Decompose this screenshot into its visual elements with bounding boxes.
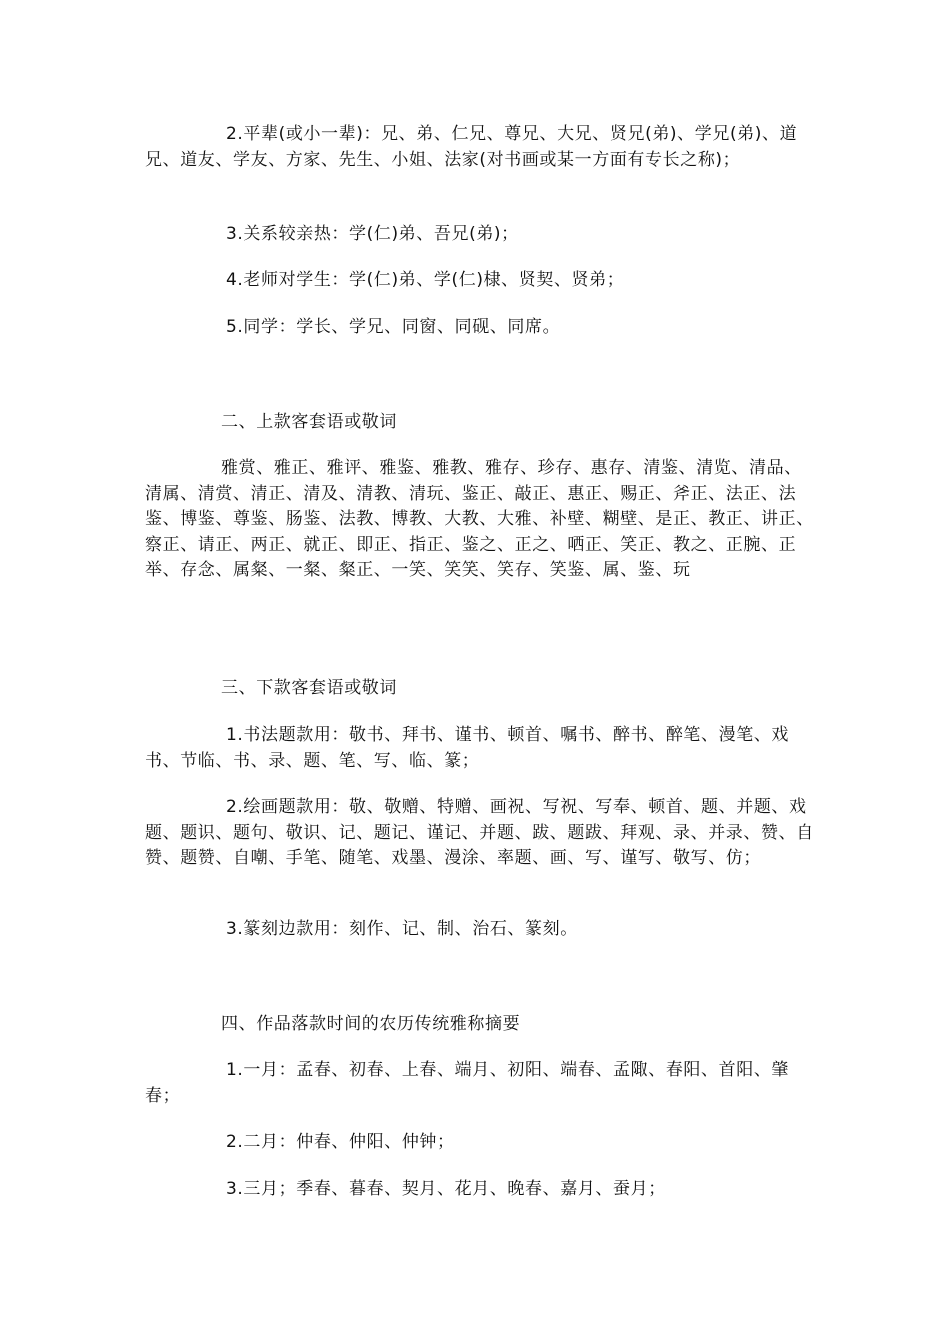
section-four-heading: 四、作品落款时间的农历传统雅称摘要 [221, 1014, 521, 1034]
seal-carving-paragraph: 3.篆刻边款用：刻作、记、制、治石、篆刻。 [226, 919, 578, 939]
section-two-heading: 二、上款客套语或敬词 [221, 412, 397, 432]
section-three-heading: 三、下款客套语或敬词 [221, 678, 397, 698]
section-two-body: 雅赏、雅正、雅评、雅鉴、雅教、雅存、珍存、惠存、清鉴、清览、清品、清属、清赏、清正、清及、清教、清玩、鉴正、敲正、惠正、赐正、斧正、法正、法鉴、博鉴、尊鉴、肠鉴、法教、博教、大教、大雅、补壁、糊壁、是正、教正、讲正、察正、请正、两正、就正、即正、指正、鉴之、正之、哂正、笑正、教之、正腕、正举、存念、属粲、一粲、粲正、一笑、笑笑、笑存、笑鉴、属、鉴、玩 [145, 458, 814, 580]
painting-inscription-paragraph: 2.绘画题款用：敬、敬赠、特赠、画祝、写祝、写奉、顿首、题、并题、戏题、题识、题句、敬识、记、题记、谨记、并题、跋、题跋、拜观、录、并录、赞、自赞、题赞、自嘲、手笔、随笔、戏墨、漫涂、率题、画、写、谨写、敬写、仿； [145, 797, 814, 868]
second-month-paragraph: 2.二月：仲春、仲阳、仲钟； [226, 1132, 455, 1152]
peer-address-paragraph: 2.平辈(或小一辈)：兄、弟、仁兄、尊兄、大兄、贤兄(弟)、学兄(弟)、道兄、道友、学友、方家、先生、小姐、法家(对书画或某一方面有专长之称)； [145, 124, 798, 170]
teacher-to-student-paragraph: 4.老师对学生：学(仁)弟、学(仁)棣、贤契、贤弟； [226, 270, 625, 290]
first-month-paragraph: 1.一月：孟春、初春、上春、端月、初阳、端春、孟陬、春阳、首阳、肇春； [145, 1060, 790, 1106]
calligraphy-inscription-paragraph: 1.书法题款用：敬书、拜书、谨书、顿首、嘱书、醉书、醉笔、漫笔、戏书、节临、书、录、题、笔、写、临、篆； [145, 725, 790, 771]
close-relation-paragraph: 3.关系较亲热：学(仁)弟、吾兄(弟)； [226, 224, 519, 244]
classmate-paragraph: 5.同学：学长、学兄、同窗、同砚、同席。 [226, 317, 561, 337]
third-month-paragraph: 3.三月；季春、暮春、契月、花月、晚春、嘉月、蚕月； [226, 1179, 666, 1199]
